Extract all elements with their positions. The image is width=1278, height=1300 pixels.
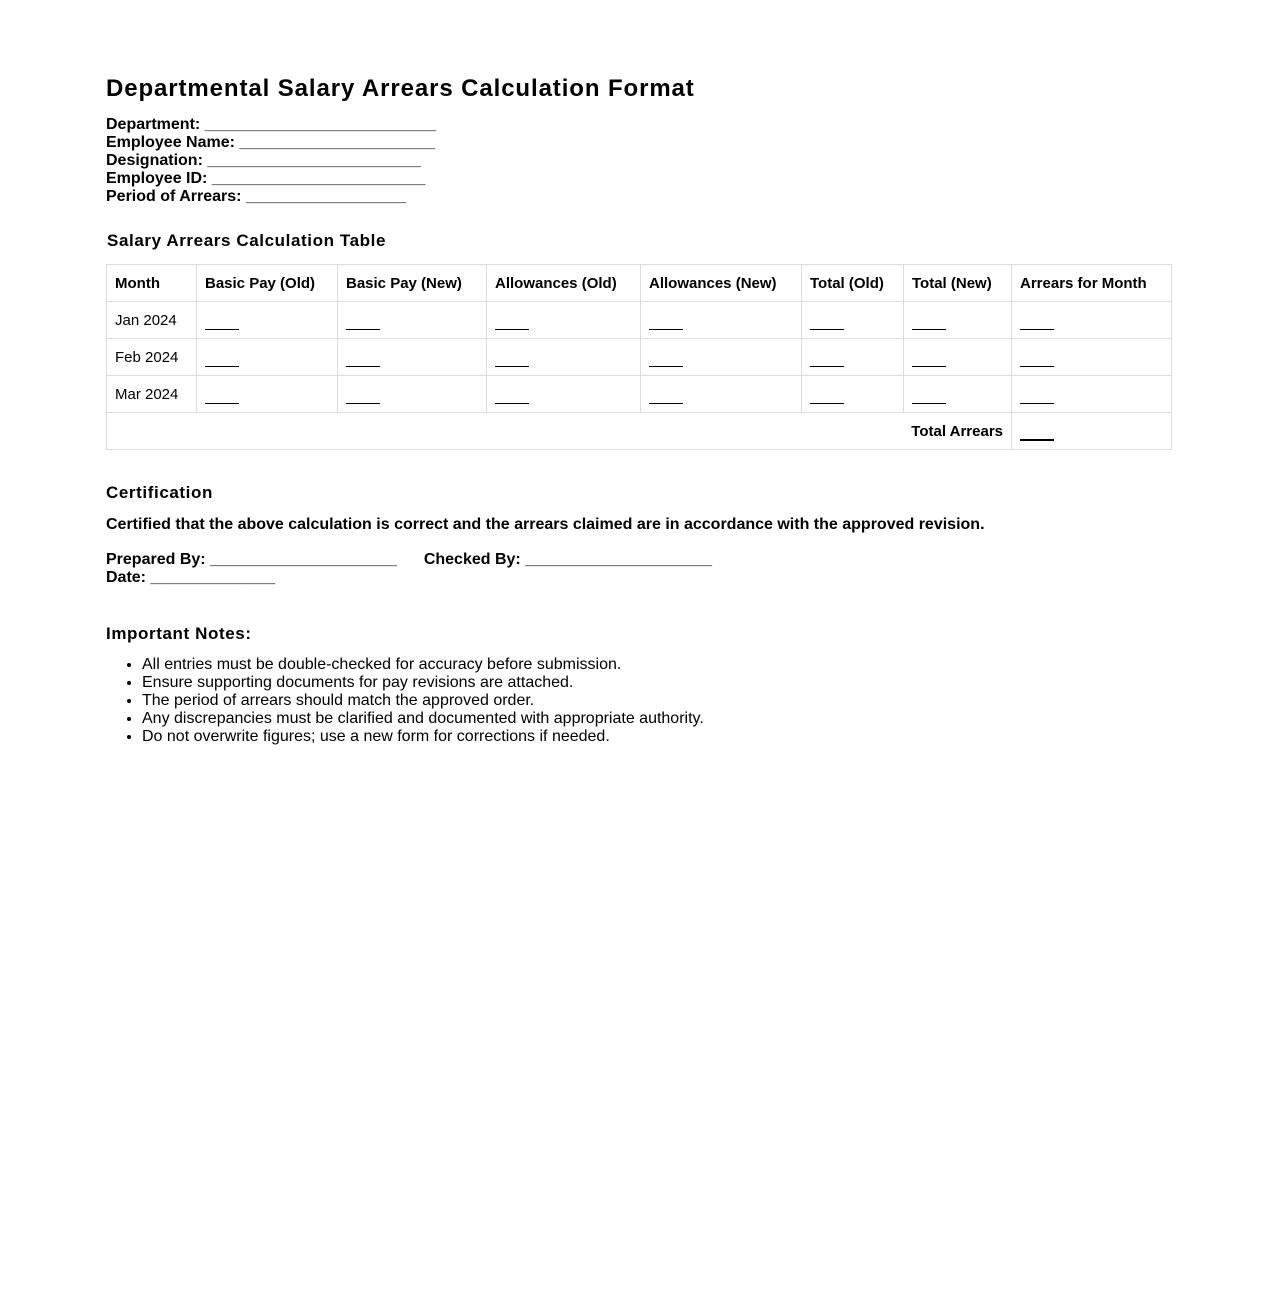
notes-title: Important Notes: bbox=[106, 624, 252, 643]
list-item: • Do not overwrite figures; use a new form for corrections if needed. bbox=[142, 728, 1172, 746]
header-basic-pay-old: Basic Pay (Old) bbox=[197, 265, 338, 302]
blank-cell[interactable] bbox=[487, 302, 641, 339]
header-total-old: Total (Old) bbox=[802, 265, 904, 302]
checked-by-blank[interactable]: _____________________ bbox=[525, 551, 713, 568]
blank-line bbox=[810, 329, 844, 330]
blank-line bbox=[912, 403, 946, 404]
prepared-by-label: Prepared By: bbox=[106, 551, 206, 568]
page-title: Departmental Salary Arrears Calculation Format bbox=[106, 75, 695, 102]
blank-cell[interactable] bbox=[197, 302, 338, 339]
period-blank[interactable]: __________________ bbox=[245, 188, 407, 205]
blank-line bbox=[346, 403, 380, 404]
designation-field[interactable] bbox=[106, 152, 1172, 170]
blank-line bbox=[346, 329, 380, 330]
blank-cell[interactable] bbox=[641, 376, 802, 413]
date-label: Date: bbox=[106, 569, 147, 586]
table-header-row bbox=[107, 265, 1172, 302]
designation-blank[interactable]: ________________________ bbox=[207, 152, 421, 169]
header-arrears-for-month: Arrears for Month bbox=[1012, 265, 1172, 302]
blank-line bbox=[810, 403, 844, 404]
blank-line bbox=[649, 366, 683, 367]
row-month: Mar 2024 bbox=[107, 376, 197, 413]
blank-cell[interactable] bbox=[802, 376, 904, 413]
blank-cell[interactable] bbox=[904, 376, 1012, 413]
blank-cell[interactable] bbox=[641, 302, 802, 339]
period-label: Period of Arrears: bbox=[106, 188, 242, 205]
blank-cell[interactable] bbox=[487, 376, 641, 413]
blank-line bbox=[205, 403, 239, 404]
department-field[interactable] bbox=[106, 116, 1172, 134]
prepared-by-field[interactable] bbox=[106, 551, 401, 568]
blank-cell[interactable] bbox=[904, 302, 1012, 339]
table-row bbox=[107, 302, 1172, 339]
date-blank[interactable]: ______________ bbox=[150, 569, 276, 586]
blank-line bbox=[649, 403, 683, 404]
blank-line bbox=[1020, 439, 1054, 441]
list-item: • Ensure supporting documents for pay revisions are attached. bbox=[142, 674, 1172, 692]
header-month: Month bbox=[107, 265, 197, 302]
table-row bbox=[107, 339, 1172, 376]
blank-line bbox=[495, 366, 529, 367]
blank-cell[interactable] bbox=[1012, 339, 1172, 376]
blank-cell[interactable] bbox=[338, 339, 487, 376]
table-title: Salary Arrears Calculation Table bbox=[107, 231, 387, 250]
blank-line bbox=[1020, 403, 1054, 404]
total-arrears-cell[interactable] bbox=[1012, 413, 1172, 450]
prepared-by-blank[interactable]: _____________________ bbox=[210, 551, 397, 568]
blank-line bbox=[346, 366, 380, 367]
blank-line bbox=[495, 403, 529, 404]
blank-cell[interactable] bbox=[197, 339, 338, 376]
header-basic-pay-new: Basic Pay (New) bbox=[338, 265, 487, 302]
blank-line bbox=[1020, 329, 1054, 330]
blank-line bbox=[205, 366, 239, 367]
certification-text: Certified that the above calculation is correct and the arrears claimed are in accordance with the approved revision. bbox=[106, 516, 985, 533]
notes-list bbox=[106, 656, 1172, 746]
header-allowances-old: Allowances (Old) bbox=[487, 265, 641, 302]
blank-cell[interactable] bbox=[641, 339, 802, 376]
total-row bbox=[107, 413, 1172, 450]
employee-id-label: Employee ID: bbox=[106, 170, 208, 187]
designation-label: Designation: bbox=[106, 152, 203, 169]
blank-line bbox=[649, 329, 683, 330]
blank-cell[interactable] bbox=[1012, 302, 1172, 339]
checked-by-label: Checked By: bbox=[423, 551, 521, 568]
blank-line bbox=[1020, 366, 1054, 367]
header-total-new: Total (New) bbox=[904, 265, 1012, 302]
employee-id-blank[interactable]: ________________________ bbox=[211, 170, 426, 187]
department-blank[interactable]: __________________________ bbox=[204, 116, 437, 133]
arrears-table bbox=[106, 264, 1172, 450]
blank-cell[interactable] bbox=[904, 339, 1012, 376]
date-field[interactable] bbox=[106, 569, 1172, 587]
blank-cell[interactable] bbox=[802, 302, 904, 339]
header-allowances-new: Allowances (New) bbox=[641, 265, 802, 302]
blank-line bbox=[495, 329, 529, 330]
blank-line bbox=[912, 366, 946, 367]
row-month: Feb 2024 bbox=[107, 339, 197, 376]
employee-fields bbox=[106, 116, 1172, 206]
blank-line bbox=[912, 329, 946, 330]
signature-block bbox=[106, 551, 1172, 587]
employee-name-field[interactable] bbox=[106, 134, 1172, 152]
blank-cell[interactable] bbox=[802, 339, 904, 376]
employee-id-field[interactable] bbox=[106, 170, 1172, 188]
checked-by-field[interactable] bbox=[419, 551, 712, 568]
blank-cell[interactable] bbox=[487, 339, 641, 376]
total-arrears-label: Total Arrears bbox=[107, 413, 1012, 450]
list-item: • Any discrepancies must be clarified and documented with appropriate authority. bbox=[142, 710, 1172, 728]
department-label: Department: bbox=[106, 116, 201, 133]
blank-line bbox=[205, 329, 239, 330]
blank-cell[interactable] bbox=[197, 376, 338, 413]
blank-cell[interactable] bbox=[338, 302, 487, 339]
table-row bbox=[107, 376, 1172, 413]
list-item: • All entries must be double-checked for accuracy before submission. bbox=[142, 656, 1172, 674]
blank-cell[interactable] bbox=[1012, 376, 1172, 413]
list-item: • The period of arrears should match the approved order. bbox=[142, 692, 1172, 710]
employee-name-blank[interactable]: ______________________ bbox=[239, 134, 436, 151]
period-field[interactable] bbox=[106, 188, 1172, 206]
row-month: Jan 2024 bbox=[107, 302, 197, 339]
blank-cell[interactable] bbox=[338, 376, 487, 413]
certification-title: Certification bbox=[106, 483, 213, 502]
blank-line bbox=[810, 366, 844, 367]
employee-name-label: Employee Name: bbox=[106, 134, 235, 151]
